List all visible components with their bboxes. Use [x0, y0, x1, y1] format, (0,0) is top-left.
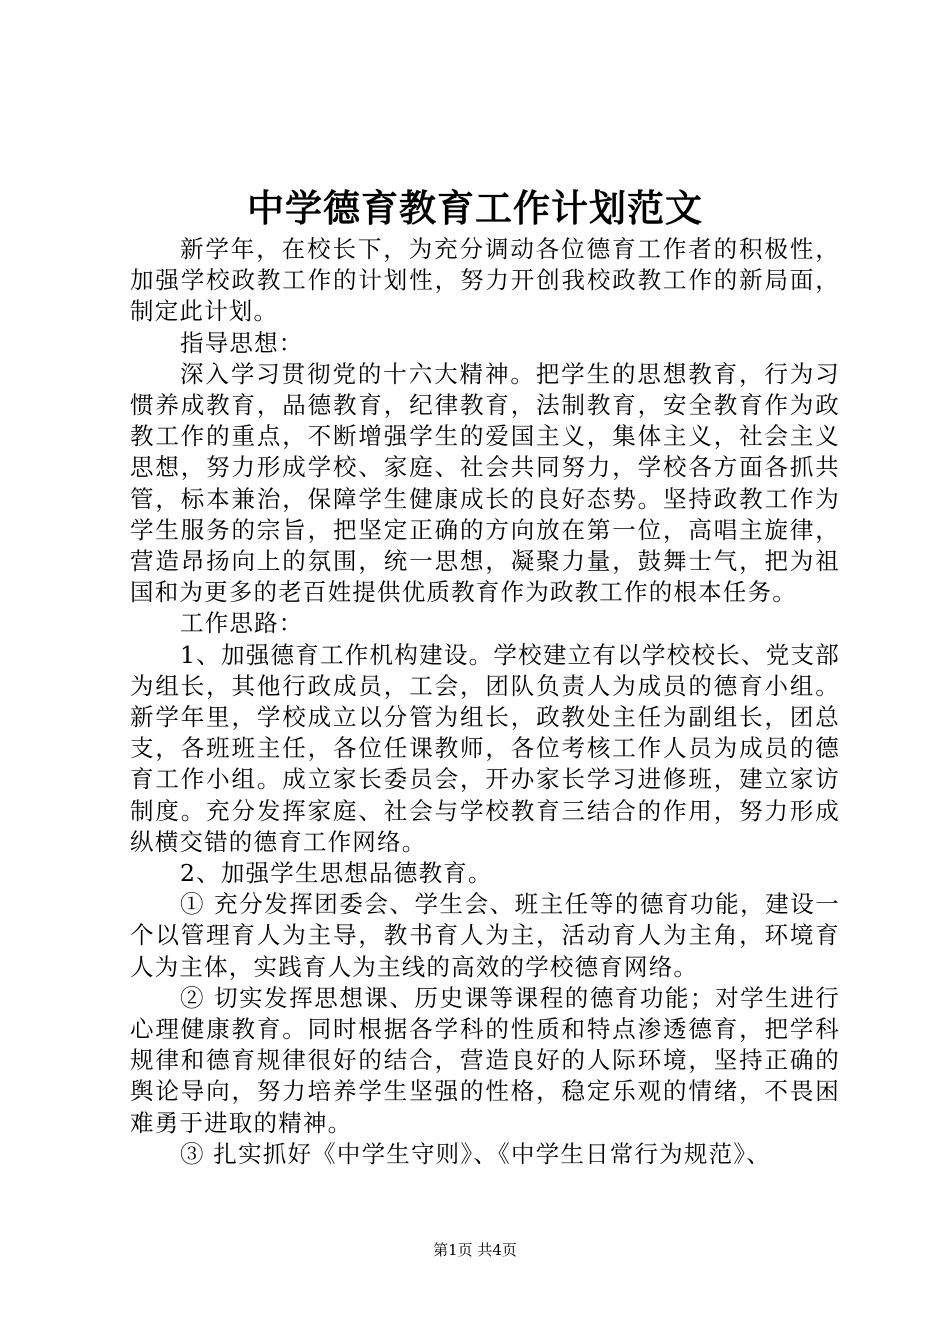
- heading-work-approach: 工作思路：: [180, 609, 304, 638]
- heading-guiding-ideology: 指导思想：: [180, 328, 304, 357]
- paragraph-item-2: 2、加强学生思想品德教育。: [180, 859, 493, 888]
- paragraph-item-1: 1、加强德育工作机构建设。学校建立有以学校校长、党支部为组长，其他行政成员，工会，团队负责人为成员的德育小组。新学年里，学校成立以分管为组长，政教处主任为副组长，团总支，各班班主任，各位任课教师，各位考核工作人员为成员的德育工作小组。成立家长委员会，开办家长学习进修班，建立家访制度。充分发挥家庭、社会与学校教育三结合的作用，努力形成纵横交错的德育工作网络。: [130, 640, 840, 856]
- paragraph-sub-item-2: ② 切实发挥思想课、历史课等课程的德育功能；对学生进行心理健康教育。同时根据各学科的性质和特点渗透德育，把学科规律和德育规律很好的结合，营造良好的人际环境，坚持正确的舆论导向，努力培养学生坚强的性格，稳定乐观的情绪，不畏困难勇于进取的精神。: [130, 983, 840, 1137]
- paragraph-intro: 新学年，在校长下，为充分调动各位德育工作者的积极性，加强学校政教工作的计划性，努力开创我校政教工作的新局面，制定此计划。: [130, 235, 840, 326]
- paragraph-guiding-ideology: 深入学习贯彻党的十六大精神。把学生的思想教育，行为习惯养成教育，品德教育，纪律教育，法制教育，安全教育作为政教工作的重点，不断增强学生的爱国主义，集体主义，社会主义思想，努力形成学校、家庭、社会共同努力，学校各方面各抓共管，标本兼治，保障学生健康成长的良好态势。坚持政教工作为学生服务的宗旨，把坚定正确的方向放在第一位，高唱主旋律，营造昂扬向上的氛围，统一思想，凝聚力量，鼓舞士气，把为祖国和为更多的老百姓提供优质教育作为政教工作的根本任务。: [130, 359, 840, 607]
- paragraph-sub-item-1: ① 充分发挥团委会、学生会、班主任等的德育功能，建设一个以管理育人为主导，教书育人为主，活动育人为主角，环境育人为主体，实践育人为主线的高效的学校德育网络。: [130, 890, 840, 981]
- document-title: 中学德育教育工作计划范文: [247, 186, 703, 230]
- page-number-footer: 第1页 共4页: [433, 1241, 517, 1259]
- paragraph-sub-item-3: ③ 扎实抓好《中学生守则》、《中学生日常行为规范》、: [180, 1139, 771, 1168]
- document-body: [130, 234, 840, 1170]
